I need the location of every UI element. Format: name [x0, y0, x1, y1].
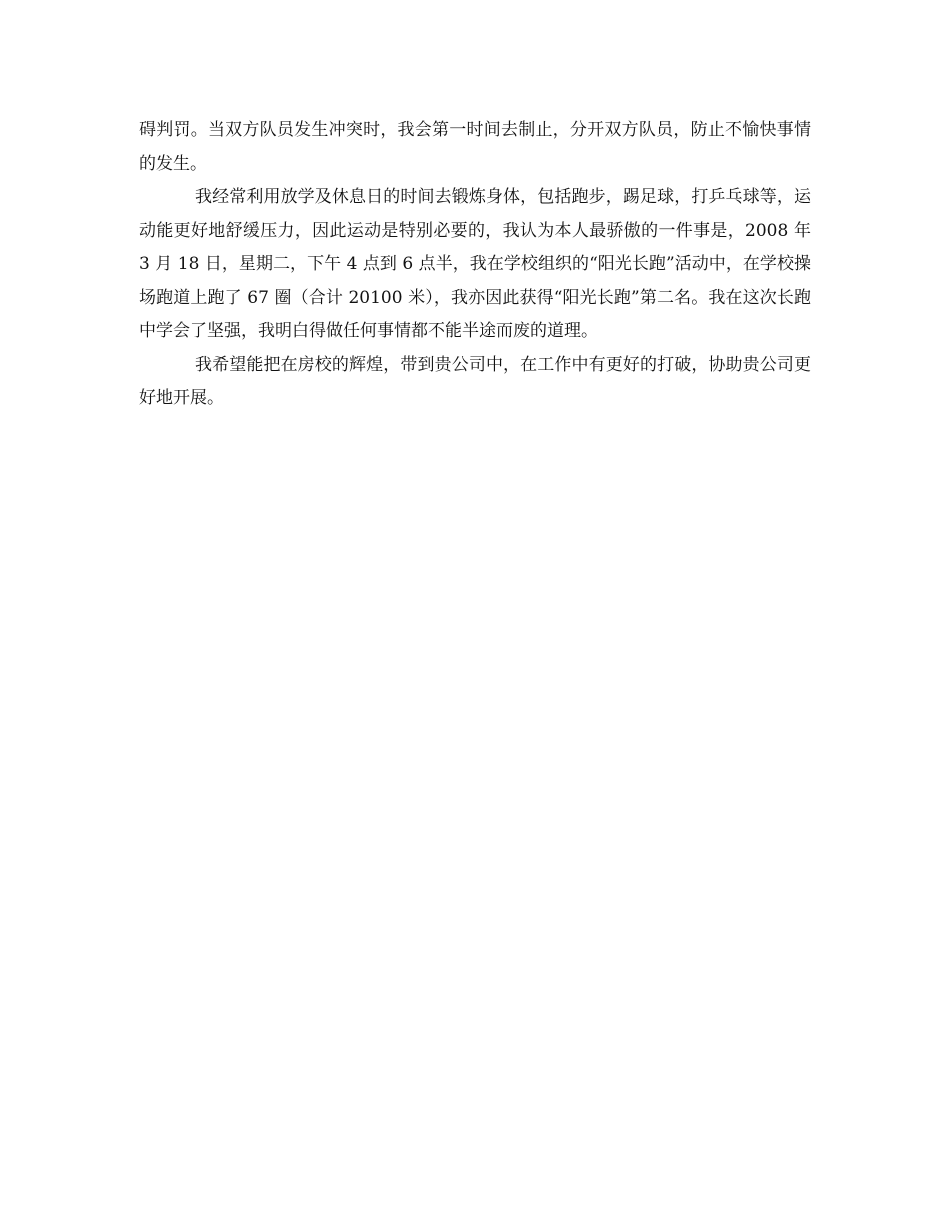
paragraph-referee-conflict: 碍判罚。当双方队员发生冲突时，我会第一时间去制止，分开双方队员，防止不愉快事情的发生。	[139, 120, 811, 174]
document-body	[139, 114, 811, 416]
paragraph-exercise-long-run: 我经常利用放学及休息日的时间去锻炼身体，包括跑步，踢足球，打乒乓球等，运动能更好地舒缓压力，因此运动是特别必要的，我认为本人最骄傲的一件事是，2008 年 3 月 18 日，星期二，下午 4 点到 6 点半，我在学校组织的“阳光长跑”活动中，在学校操场跑道上跑了 67 圈（合计 20100 米），我亦因此获得“阳光长跑”第二名。我在这次长跑中学会了坚强，我明白得做任何事情都不能半途而废的道理。	[139, 187, 811, 341]
paragraph-closing-hope: 我希望能把在房校的辉煌，带到贵公司中，在工作中有更好的打破，协助贵公司更好地开展。	[139, 354, 811, 408]
